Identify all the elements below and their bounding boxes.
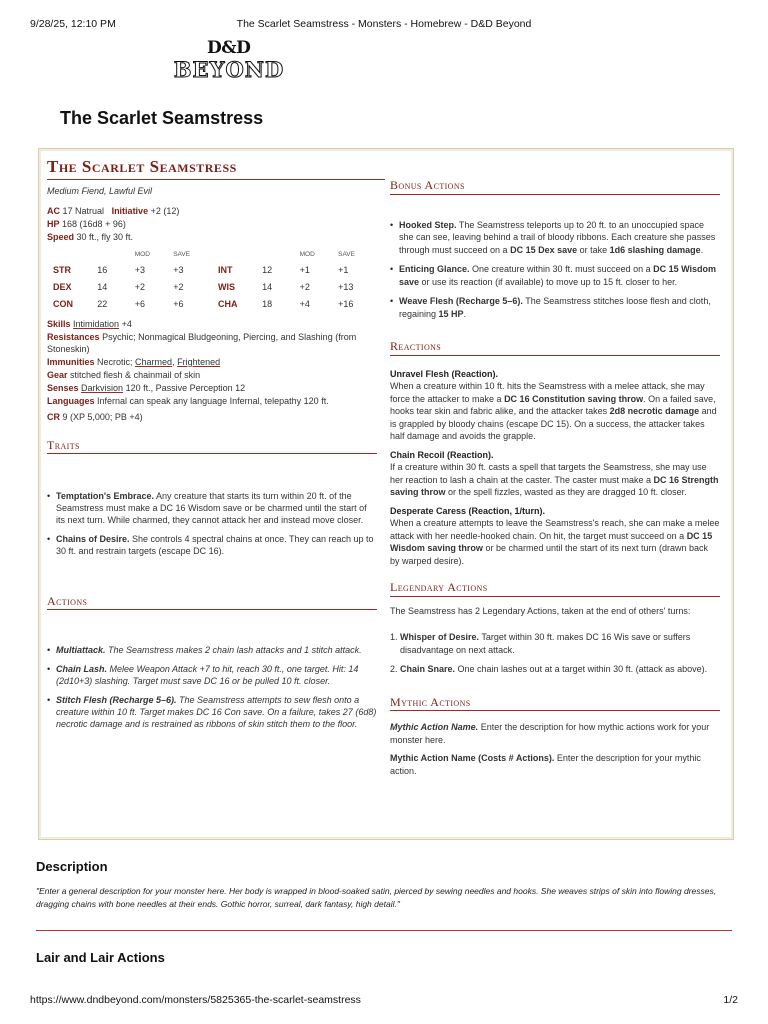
traits-heading: Traits xyxy=(47,439,377,454)
ac-line: AC 17 Natrual Initiative +2 (12) xyxy=(47,206,180,216)
list-item: • Chains of Desire. She controls 4 spectral chains at once. They can reach up to 30 ft. and restrain targets (escape DC 16). xyxy=(47,533,377,557)
print-date: 9/28/25, 12:10 PM xyxy=(30,18,116,30)
list-item: • Multiattack. The Seamstress makes 2 chain lash attacks and 1 stitch attack. xyxy=(47,644,377,656)
resistances-line: Resistances Psychic; Nonmagical Bludgeoning, Piercing, and Slashing (from Stoneskin) xyxy=(47,332,357,354)
actions-heading: Actions xyxy=(47,595,377,610)
reactions-list xyxy=(390,368,720,568)
reaction-item: Unravel Flesh (Reaction). When a creature within 10 ft. hits the Seamstress with a melee attack, she may force the attacker to make a DC 16 Constitution saving throw. On a failed save, hooks tear skin and fabric alike, and the attacker takes 2d8 necrotic damage and is grappled by bloody chains (escape DC 15). On a success, the attacker takes half damage and avoids the grapple. xyxy=(390,368,717,441)
legendary-actions-heading: Legendary Actions xyxy=(390,581,720,597)
logo-beyond: BEYOND xyxy=(173,57,285,82)
lair-heading: Lair and Lair Actions xyxy=(36,950,165,965)
list-item: • Enticing Glance. One creature within 30 ft. must succeed on a DC 15 Wisdom save or use its reaction (if available) to move up to 15 ft. closer to her. xyxy=(390,263,720,288)
list-item: 1. Whisper of Desire. Target within 30 ft. makes DC 16 Wis save or suffers disadvantage on next attack. xyxy=(390,632,691,655)
bonus-actions-list xyxy=(390,219,720,321)
speed-line: Speed 30 ft., fly 30 ft. xyxy=(47,232,134,242)
stat-block xyxy=(38,148,734,840)
immunities-line: Immunities Necrotic; Charmed, Frightened xyxy=(47,357,221,367)
stat-column-left xyxy=(47,185,377,737)
list-item: Mythic Action Name (Costs # Actions). Enter the description for your mythic action. xyxy=(390,753,701,776)
sense-darkvision-link[interactable]: Darkvision xyxy=(81,383,124,393)
print-page-number: 1/2 xyxy=(723,994,738,1006)
mythic-actions-heading: Mythic Actions xyxy=(390,696,720,712)
ability-row: STR 16 +3 +3 INT 12 +1 +1 xyxy=(53,264,349,275)
skill-intimidation-link[interactable]: Intimidation xyxy=(73,319,120,329)
reaction-item: Chain Recoil (Reaction). If a creature within 30 ft. casts a spell that targets the Seamstress, she may use her reaction to lash a chain at the caster. The caster must make a DC 16 Strength saving throw or the spell fizzles, wasted as they are dragged 10 ft. closer. xyxy=(390,449,719,497)
gear-line: Gear stitched flesh & chainmail of skin xyxy=(47,370,201,380)
col-mod: MOD xyxy=(299,251,315,258)
page-title: The Scarlet Seamstress xyxy=(60,108,264,128)
list-item: • Temptation's Embrace. Any creature that starts its turn within 20 ft. of the Seamstress must make a DC 16 Wisdom save or be charmed until the start of its next turn. While charmed, they cannot attack her and instead move closer. xyxy=(47,490,377,526)
ability-table-header xyxy=(47,249,377,261)
ability-row: DEX 14 +2 +2 WIS 14 +2 +13 xyxy=(53,281,354,292)
condition-frightened-link[interactable]: Frightened xyxy=(177,357,221,367)
legendary-list xyxy=(390,631,720,676)
monster-meta: Medium Fiend, Lawful Evil xyxy=(47,186,153,196)
list-item: • Hooked Step. The Seamstress teleports up to 20 ft. to an unoccupied space she can see, leaving behind a trail of bloody ribbons. Each creature she passes through must succeed on a DC 15 Dex save or take 1d6 slashing damage. xyxy=(390,219,720,257)
list-item: • Chain Lash. Melee Weapon Attack +7 to hit, reach 30 ft., one target. Hit: 14 (2d10+3) slashing. Target must save DC 16 or be pulled 10 ft. closer. xyxy=(47,663,377,687)
description-text: "Enter a general description for your monster here. Her body is wrapped in blood-soaked satin, pierced by sewing needles and hooks. She weaves strips of skin into flowing dresses, dragging chains with bone needles at their ends. Gothic horror, surreal, dark fantasy, high detail." xyxy=(36,886,717,909)
hp-line: HP 168 (16d8 + 96) xyxy=(47,219,126,229)
name-divider xyxy=(47,179,385,180)
col-save: SAVE xyxy=(338,251,355,258)
ability-table xyxy=(47,249,377,312)
description-heading: Description xyxy=(36,859,108,874)
skills-line: Skills Intimidation +4 xyxy=(47,319,132,329)
list-item: • Stitch Flesh (Recharge 5–6). The Seamstress attempts to sew flesh onto a creature within 10 ft. Target makes DC 16 Con save. On a failure, takes 27 (6d8) necrotic damage and is restrained as ribbons of skin stitch them to the floor. xyxy=(47,694,377,730)
reactions-heading: Reactions xyxy=(390,340,720,356)
list-item: Mythic Action Name. Enter the description for how mythic actions work for your monster here. xyxy=(390,722,710,745)
list-item: • Weave Flesh (Recharge 5–6). The Seamstress stitches loose flesh and cloth, regaining 15 HP. xyxy=(390,295,720,320)
actions-list xyxy=(47,644,377,730)
col-mod: MOD xyxy=(134,251,150,258)
col-save: SAVE xyxy=(173,251,191,258)
traits-list xyxy=(47,490,377,557)
print-title: The Scarlet Seamstress - Monsters - Homebrew - D&D Beyond xyxy=(236,18,532,30)
mythic-list xyxy=(390,721,720,777)
description-divider xyxy=(36,930,732,931)
list-item: 2. Chain Snare. One chain lashes out at a target within 30 ft. (attack as above). xyxy=(390,664,708,674)
condition-charmed-link[interactable]: Charmed xyxy=(135,357,173,367)
stat-column-right xyxy=(390,179,720,783)
legendary-intro: The Seamstress has 2 Legendary Actions, taken at the end of others' turns: xyxy=(390,605,691,616)
cr-line: CR 9 (XP 5,000; PB +4) xyxy=(47,412,143,422)
monster-name: The Scarlet Seamstress xyxy=(47,157,237,176)
senses-line: Senses Darkvision 120 ft., Passive Perception 12 xyxy=(47,383,246,393)
logo-dnd: D&D xyxy=(207,38,251,58)
print-url: https://www.dndbeyond.com/monsters/5825365-the-scarlet-seamstress xyxy=(30,994,361,1006)
ability-row: CON 22 +6 +6 CHA 18 +4 +16 xyxy=(53,298,354,309)
reaction-item: Desperate Caress (Reaction, 1/turn). When a creature attempts to leave the Seamstress's reach, she can make a melee attack with her needle-hooked chain. On hit, the target must succeed on a DC 15 Wisdom saving throw or be charmed until the start of its next turn (drawn back by warped desire). xyxy=(390,505,720,566)
dndbeyond-logo[interactable] xyxy=(162,38,296,82)
bonus-actions-heading: Bonus Actions xyxy=(390,179,720,195)
languages-line: Languages Infernal can speak any language Infernal, telepathy 120 ft. xyxy=(47,396,329,406)
